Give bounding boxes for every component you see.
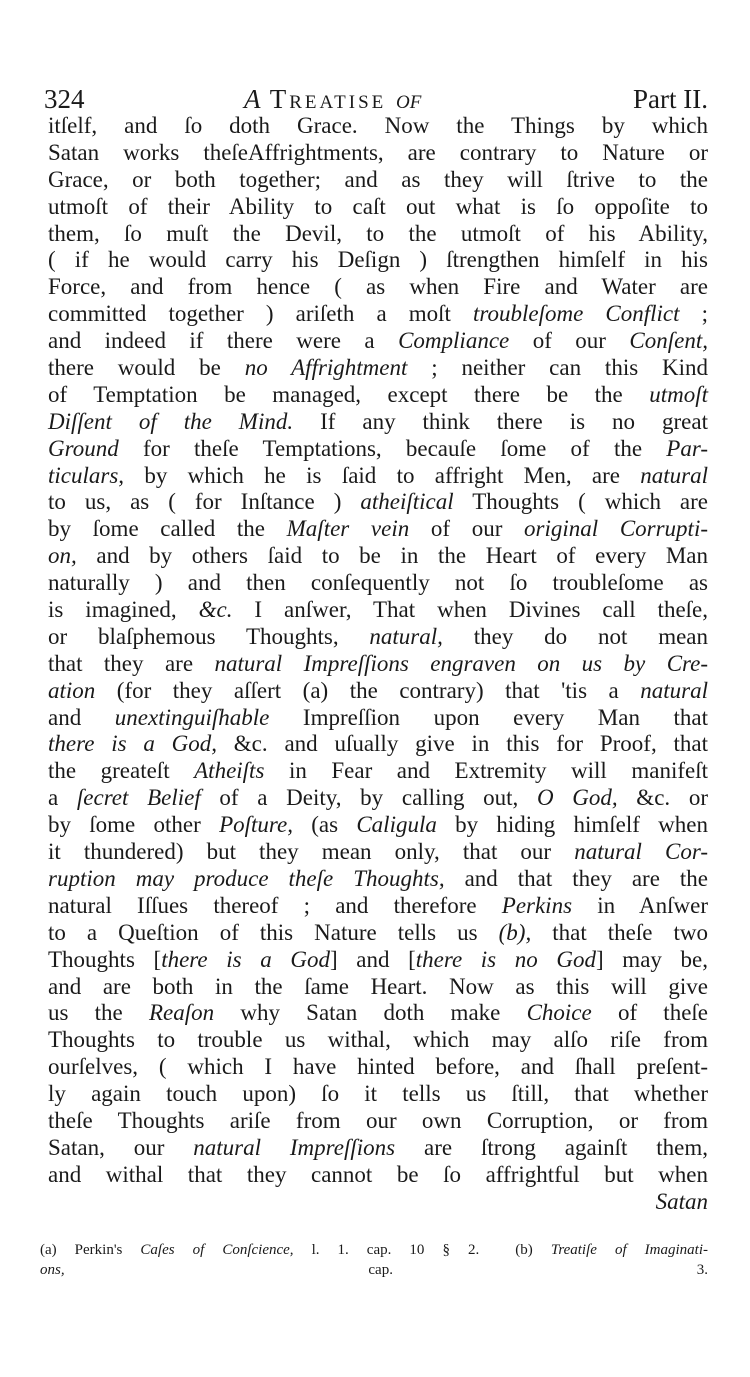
- text-segment: and by others ſaid to be in the Heart of every Man: [76, 543, 708, 569]
- text-segment: Thoughts to trouble us withal, which may alſo riſe from: [48, 1027, 708, 1053]
- italic-text: (b),: [498, 919, 532, 945]
- text-segment: it thundered) but they mean only, that our: [48, 839, 575, 865]
- italic-text: &c.: [198, 597, 233, 623]
- italic-text: original Corrupti-: [524, 516, 708, 542]
- italic-text: there is a God: [161, 946, 330, 972]
- italic-text: Poſture,: [219, 812, 293, 838]
- text-line: [48, 247, 708, 274]
- page-number: 324: [44, 84, 85, 114]
- text-segment: or blaſphemous Thoughts,: [48, 623, 370, 649]
- text-line: [48, 301, 708, 328]
- text-segment: by ſome called the: [48, 516, 287, 542]
- text-segment: utmoſt of their Ability to caſt out what is ſo oppoſite to: [48, 193, 708, 219]
- text-segment: (a) Perkin's: [40, 1242, 141, 1258]
- text-segment: by hiding himſelf when: [436, 812, 708, 838]
- text-segment: by which he is ſaid to affright Men, are: [124, 462, 641, 488]
- text-segment: ourſelves, ( which I have hinted before, and ſhall preſent-: [48, 1054, 708, 1080]
- text-line: [48, 1000, 708, 1027]
- italic-text: natural Impreſſions: [193, 1134, 396, 1160]
- italic-text: Maſter vein: [286, 516, 410, 542]
- text-line: [48, 947, 708, 974]
- text-line: [48, 651, 708, 678]
- italic-text: natural Impreſſions engraven on us by Cre-: [214, 650, 708, 676]
- footnote-line: [40, 1240, 708, 1260]
- text-line: [48, 866, 708, 893]
- italic-text: Ground: [48, 435, 119, 461]
- text-line: [48, 678, 708, 705]
- text-line: [48, 705, 708, 732]
- text-segment: them, ſo muſt the Devil, to the utmoſt of his Ability,: [48, 220, 708, 246]
- italic-text: Treatiſe of Imaginati-: [550, 1242, 708, 1258]
- text-segment: ] and [: [329, 946, 416, 972]
- text-line: [48, 355, 708, 382]
- text-line: [48, 1135, 708, 1162]
- text-segment: I anſwer, That when Divines call theſe,: [232, 597, 708, 623]
- title-a: A: [244, 84, 261, 114]
- text-segment: why Satan doth make: [214, 1000, 527, 1026]
- text-segment: that they are: [48, 650, 215, 676]
- text-segment: and withal that they cannot be ſo affrightful but when: [48, 1161, 708, 1187]
- text-segment: (as: [292, 812, 357, 838]
- text-segment: Thoughts ( which are: [453, 489, 709, 515]
- text-segment: (for they aſſert (a) the contrary) that 'tis a: [95, 677, 641, 703]
- text-line: [48, 570, 708, 597]
- italic-text: Atheiſts: [194, 758, 265, 784]
- text-segment: in Anſwer: [572, 892, 708, 918]
- text-line: [48, 1108, 708, 1135]
- text-segment: and indeed if there were a: [48, 328, 399, 354]
- text-line: [48, 1054, 708, 1081]
- part-label: Part II.: [633, 84, 708, 114]
- text-line: [48, 1081, 708, 1108]
- text-segment: ly again touch upon) ſo it tells us ſtill, that whether: [48, 1081, 708, 1107]
- italic-text: utmoſt: [649, 381, 708, 407]
- text-segment: Force, and from hence ( as when Fire and Water are: [48, 274, 708, 300]
- text-segment: theſe Thoughts ariſe from our own Corruption, or from: [48, 1107, 708, 1133]
- italic-text: unextinguiſhable: [114, 704, 270, 730]
- italic-text: troubleſome Conflict: [473, 301, 680, 327]
- text-segment: of our: [509, 328, 630, 354]
- text-segment: and that they are the: [444, 865, 708, 891]
- text-segment: If any think there is no great: [293, 408, 708, 434]
- text-line: [48, 436, 708, 463]
- italic-text: Diſſent of the Mind.: [48, 408, 294, 434]
- italic-text: Reaſon: [148, 1000, 215, 1026]
- text-segment: to us, as ( for Inſtance ): [48, 489, 361, 515]
- title-of: of: [396, 84, 422, 114]
- footnotes: [40, 1240, 708, 1280]
- text-line: [48, 382, 708, 409]
- running-title: [244, 84, 421, 115]
- text-line: [48, 920, 708, 947]
- italic-text: Compliance: [398, 328, 510, 354]
- text-segment: &c. and uſually give in this for Proof, that: [217, 731, 708, 757]
- text-segment: Thoughts [: [48, 946, 162, 972]
- text-segment: itſelf, and ſo doth Grace. Now the Things by which: [48, 113, 708, 138]
- text-line: [48, 624, 708, 651]
- text-segment: to a Queſtion of this Nature tells us: [48, 919, 499, 945]
- catchword: [48, 1189, 708, 1216]
- text-segment: there would be: [48, 355, 245, 381]
- text-segment: us the: [48, 1000, 149, 1026]
- italic-text: on,: [48, 543, 77, 569]
- text-line: [48, 489, 708, 516]
- text-segment: of theſe: [591, 1000, 709, 1026]
- text-segment: a: [48, 785, 77, 811]
- text-segment: for theſe Temptations, becauſe ſome of the: [118, 435, 667, 461]
- text-segment: in Fear and Extremity will manifeſt: [264, 758, 708, 784]
- italic-text: natural: [640, 462, 708, 488]
- text-line: [48, 1027, 708, 1054]
- footnote-line: [40, 1260, 708, 1280]
- text-segment: l. 1. cap. 10 § 2. (b): [293, 1242, 551, 1258]
- italic-text: atheiſtical: [360, 489, 454, 515]
- text-line: [48, 1162, 708, 1189]
- italic-text: natural: [640, 677, 708, 703]
- title-main: Treatiſe: [269, 84, 387, 114]
- italic-text: O God,: [536, 785, 618, 811]
- italic-text: natural Cor-: [574, 839, 708, 865]
- text-line: [48, 113, 708, 140]
- text-line: [48, 274, 708, 301]
- text-segment: natural Iſſues thereof ; and therefore: [48, 892, 502, 918]
- italic-text: Caſes of Conſcience,: [140, 1242, 294, 1258]
- text-line: [48, 516, 708, 543]
- text-segment: ] may be,: [596, 946, 708, 972]
- text-line: [48, 463, 708, 490]
- text-segment: ;: [679, 301, 709, 327]
- text-segment: &c. or: [617, 785, 708, 811]
- text-segment: cap. 3.: [64, 1262, 708, 1278]
- text-segment: committed together ) ariſeth a moſt: [48, 301, 474, 327]
- italic-text: ruption may produce theſe Thoughts,: [48, 865, 445, 891]
- text-line: [48, 839, 708, 866]
- text-segment: the greateſt: [48, 758, 195, 784]
- text-line: [48, 785, 708, 812]
- text-segment: of a Deity, by calling out,: [200, 785, 537, 811]
- text-segment: they do not mean: [442, 623, 708, 649]
- text-line: [48, 328, 708, 355]
- text-segment: ( if he would carry his Deſign ) ſtrengthen himſelf in his: [48, 247, 708, 273]
- text-line: [48, 167, 708, 194]
- text-segment: of Temptation be managed, except there be the: [48, 381, 650, 407]
- body-text: [48, 113, 708, 1216]
- text-segment: is imagined,: [48, 597, 199, 623]
- italic-text: ſecret Belief: [76, 785, 201, 811]
- text-line: [48, 221, 708, 248]
- italic-text: there is no God: [415, 946, 597, 972]
- text-line: [48, 140, 708, 167]
- text-segment: Satan works theſeAffrightments, are contrary to Nature or: [48, 139, 708, 165]
- text-segment: by ſome other: [48, 812, 220, 838]
- catchword-text: Satan: [655, 1188, 708, 1214]
- text-segment: are ſtrong againſt them,: [395, 1134, 708, 1160]
- italic-text: Choice: [526, 1000, 592, 1026]
- text-segment: Grace, or both together; and as they will ſtrive to the: [48, 166, 708, 192]
- text-segment: Impreſſion upon every Man that: [269, 704, 708, 730]
- text-line: [48, 409, 708, 436]
- text-line: [48, 194, 708, 221]
- italic-text: there is a God,: [48, 731, 217, 757]
- text-line: [48, 543, 708, 570]
- text-line: [48, 758, 708, 785]
- text-segment: that theſe two: [531, 919, 708, 945]
- text-segment: of our: [409, 516, 525, 542]
- italic-text: Caligula: [356, 812, 437, 838]
- text-line: [48, 812, 708, 839]
- text-segment: and are both in the ſame Heart. Now as this will give: [48, 973, 708, 999]
- text-segment: and: [48, 704, 115, 730]
- text-line: [48, 731, 708, 758]
- italic-text: Par-: [666, 435, 708, 461]
- italic-text: Conſent,: [629, 328, 708, 354]
- text-line: [48, 893, 708, 920]
- text-segment: ; neither can this Kind: [407, 355, 708, 381]
- text-line: [48, 974, 708, 1001]
- text-segment: Satan, our: [48, 1134, 194, 1160]
- text-segment: naturally ) and then conſequently not ſo troubleſome as: [48, 570, 708, 596]
- italic-text: ticulars,: [48, 462, 125, 488]
- italic-text: Perkins: [501, 892, 573, 918]
- italic-text: ation: [48, 677, 96, 703]
- text-line: [48, 597, 708, 624]
- italic-text: no Affrightment: [244, 355, 408, 381]
- italic-text: natural,: [369, 623, 443, 649]
- italic-text: ons,: [40, 1262, 65, 1278]
